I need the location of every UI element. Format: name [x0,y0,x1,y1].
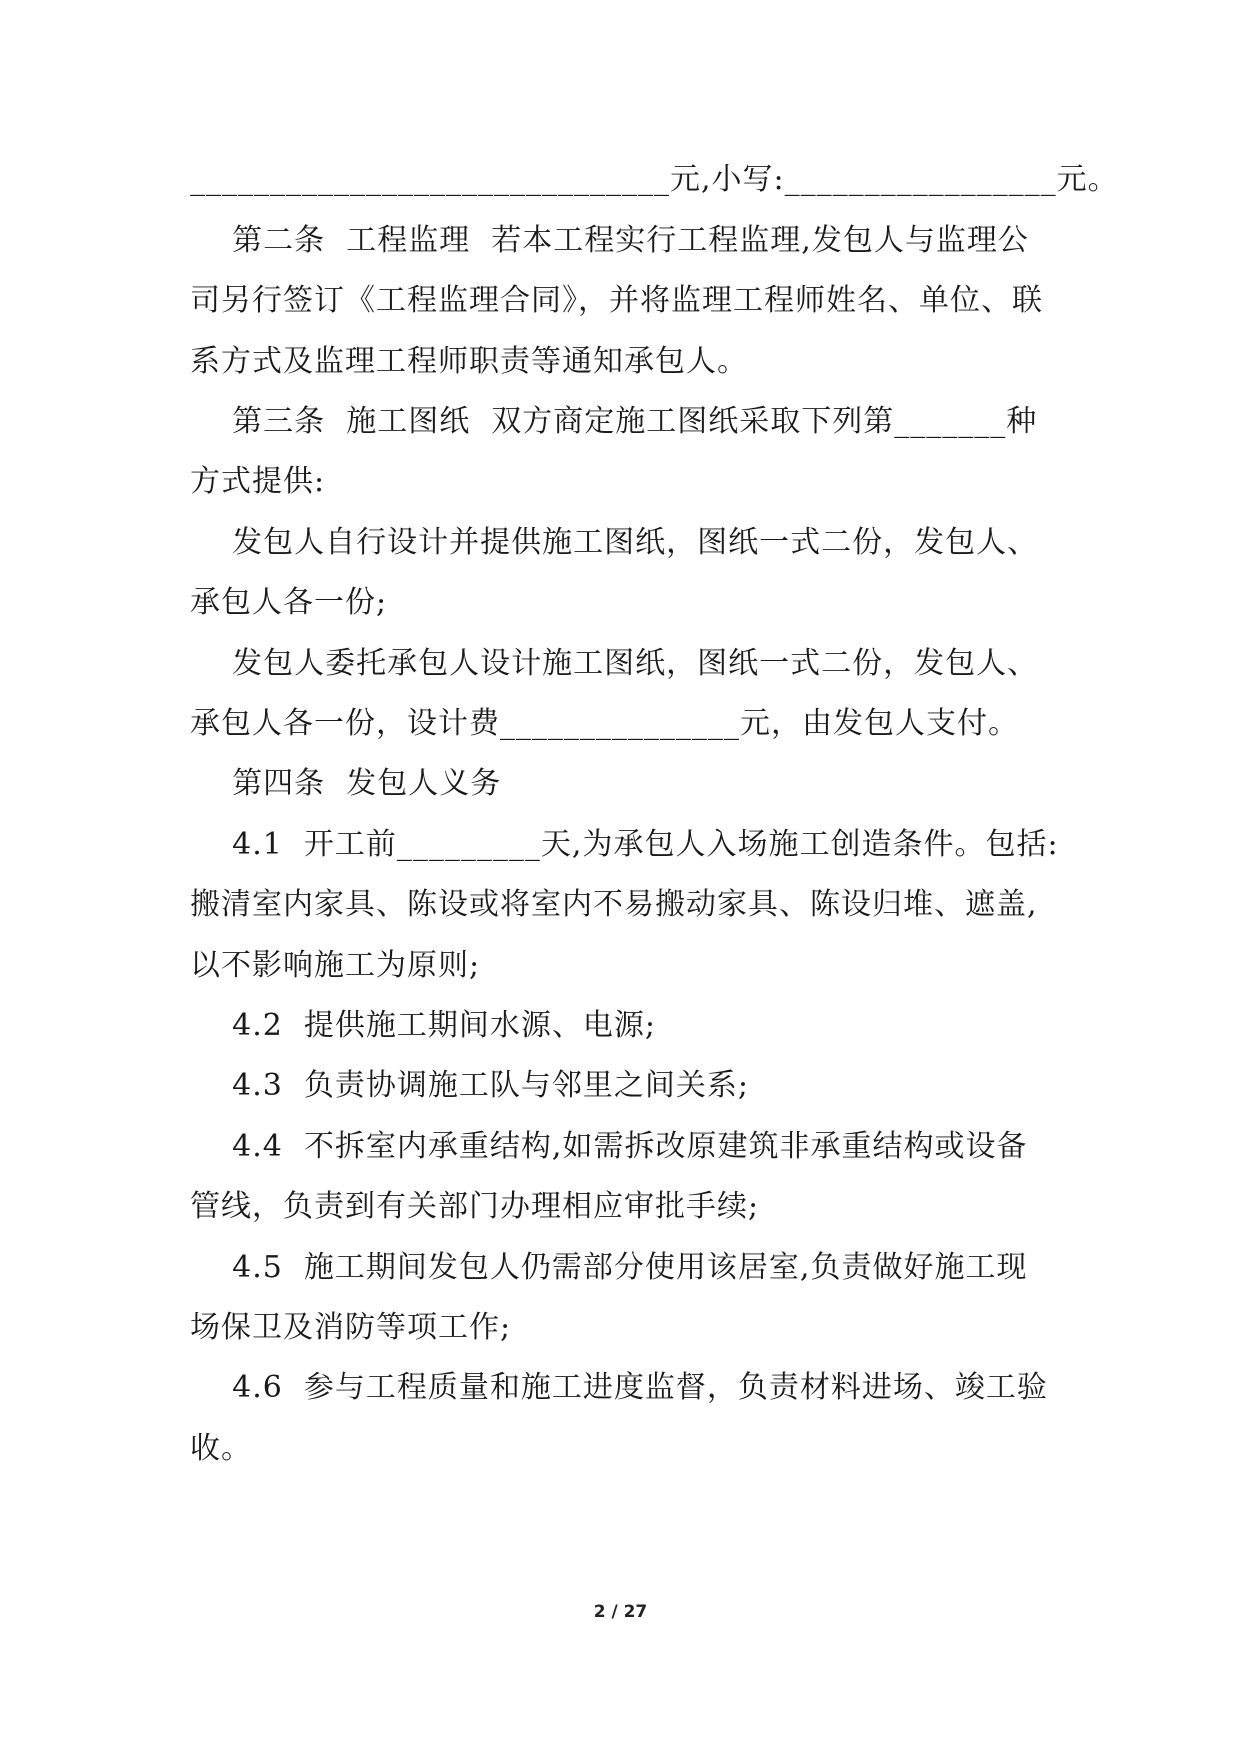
text-line: 第二条 工程监理 若本工程实行工程监理,发包人与监理公 [190,223,1029,258]
text-line: 4.1 开工前_________天,为承包人入场施工创造条件。包括: [190,827,1059,862]
text-line: 场保卫及消防等项工作; [190,1310,512,1345]
text-line: 搬清室内家具、陈设或将室内不易搬动家具、陈设归堆、遮盖, [190,887,1038,922]
text-line: 4.3 负责协调施工队与邻里之间关系; [190,1068,750,1103]
text-line: 承包人各一份，设计费_______________元，由发包人支付。 [190,706,1019,741]
text-line: 第三条 施工图纸 双方商定施工图纸采取下列第_______种 [190,404,1038,439]
text-line: 方式提供: [190,464,326,499]
text-line: 管线，负责到有关部门办理相应审批手续; [190,1189,760,1224]
text-line: 第四条 发包人义务 [190,766,502,801]
text-line: 4.5 施工期间发包人仍需部分使用该居室,负责做好施工现 [190,1250,1028,1285]
text-line: 收。 [190,1431,252,1466]
text-line: 4.2 提供施工期间水源、电源; [190,1008,657,1043]
text-line: 承包人各一份; [190,585,388,620]
text-line: 系方式及监理工程师职责等通知承包人。 [190,344,748,379]
text-line: 4.6 参与工程质量和施工进度监督，负责材料进场、竣工验 [190,1370,1048,1405]
text-line: 司另行签订《工程监理合同》，并将监理工程师姓名、单位、联 [190,283,1043,318]
text-line: 发包人自行设计并提供施工图纸，图纸一式二份，发包人、 [190,525,1039,560]
page-number: 2 / 27 [593,1602,648,1622]
text-line: 以不影响施工为原则; [190,948,481,983]
text-line: 4.4 不拆室内承重结构,如需拆改原建筑非承重结构或设备 [190,1129,1028,1164]
text-line: 发包人委托承包人设计施工图纸，图纸一式二份，发包人、 [190,646,1039,681]
text-line: ______________________________元,小写:_________________元。 [190,162,1119,197]
